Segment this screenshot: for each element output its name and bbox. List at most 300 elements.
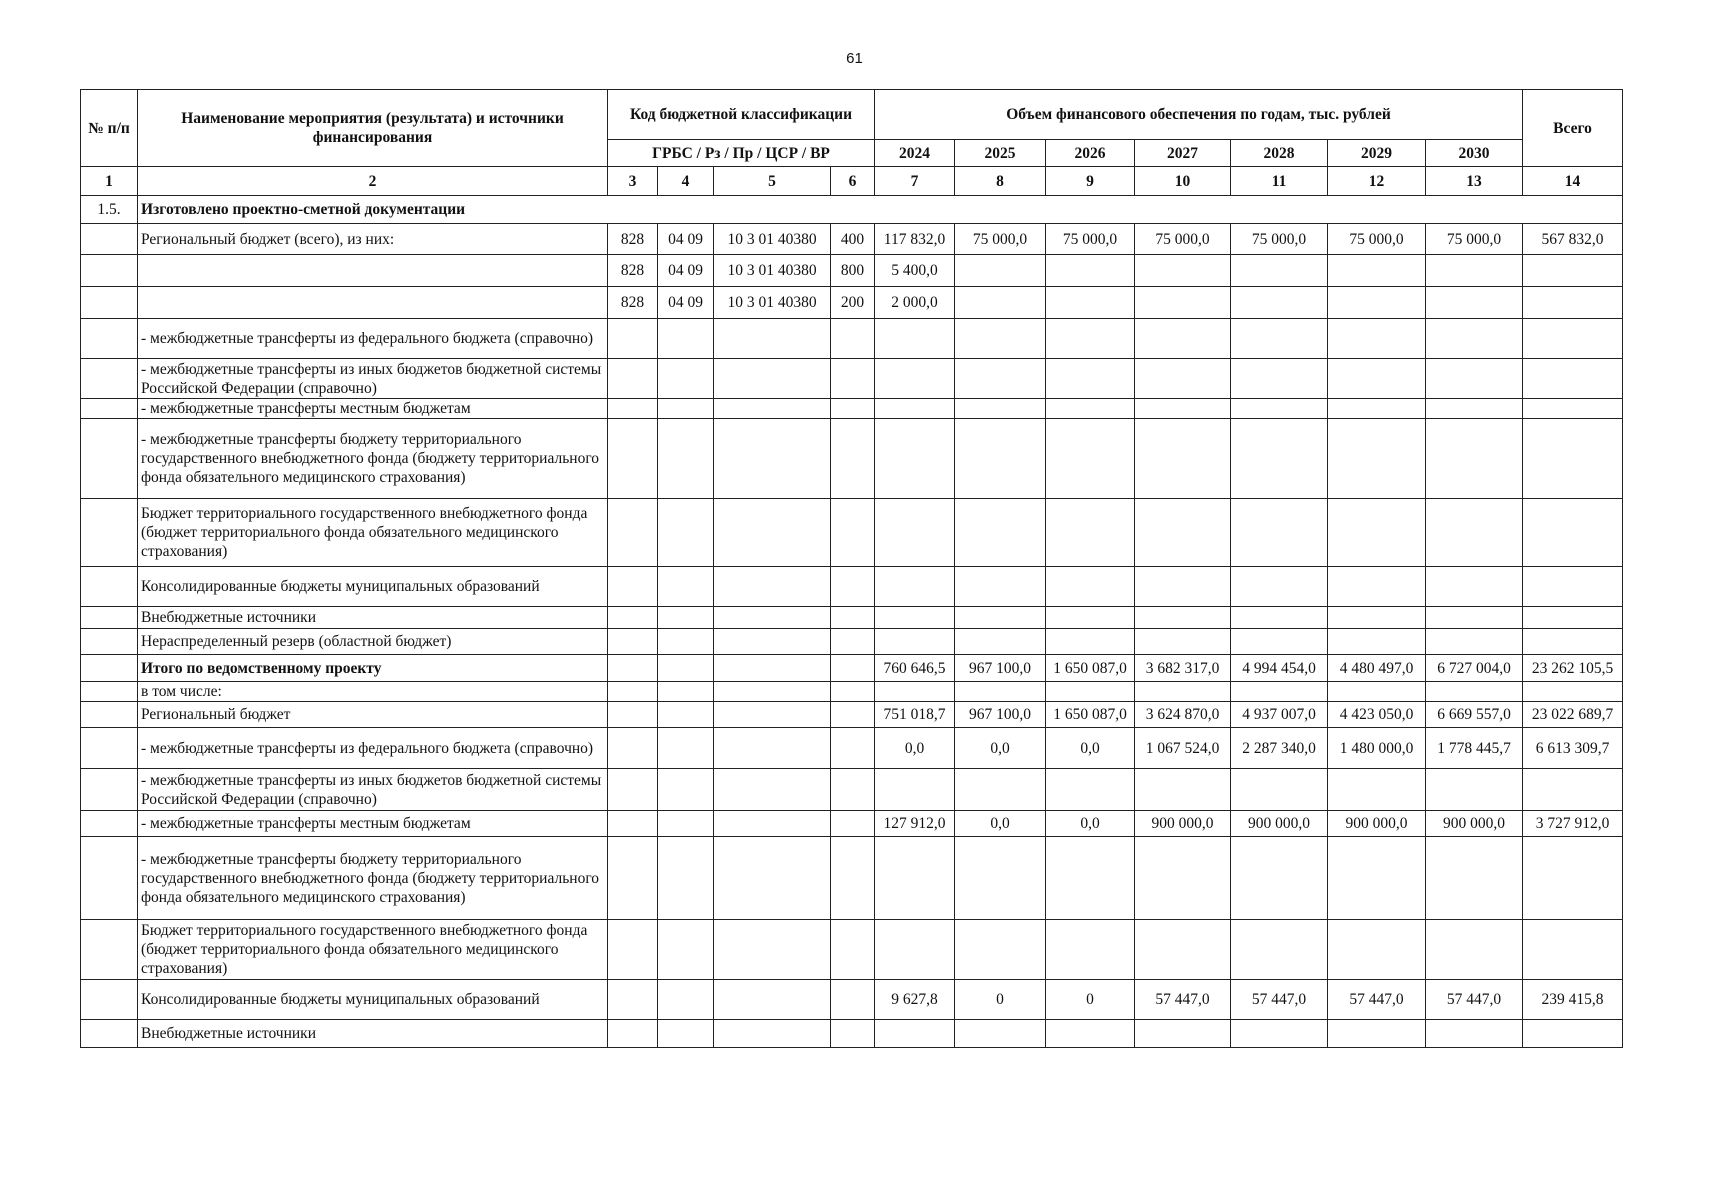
value-cell <box>1046 359 1135 399</box>
code-cell <box>831 811 875 837</box>
table-row <box>81 399 1623 419</box>
value-cell: 117 832,0 <box>875 224 955 255</box>
code-cell <box>608 359 658 399</box>
value-cell <box>1046 567 1135 607</box>
value-cell <box>1046 629 1135 655</box>
code-cell <box>714 837 831 920</box>
value-cell <box>1523 287 1623 319</box>
table-row <box>81 255 1623 287</box>
value-cell <box>955 837 1046 920</box>
value-cell: 0,0 <box>1046 728 1135 769</box>
value-cell <box>1135 319 1231 359</box>
value-cell <box>1426 287 1523 319</box>
value-cell <box>955 499 1046 567</box>
value-cell: 0,0 <box>955 728 1046 769</box>
code-cell <box>658 728 714 769</box>
year-header: 2024 <box>875 140 955 167</box>
code-cell <box>714 811 831 837</box>
value-cell <box>955 399 1046 419</box>
value-cell <box>955 1020 1046 1048</box>
code-cell <box>658 837 714 920</box>
code-cell <box>714 499 831 567</box>
code-cell <box>608 980 658 1020</box>
value-cell <box>1135 769 1231 811</box>
table-row <box>81 567 1623 607</box>
code-cell: 10 3 01 40380 <box>714 287 831 319</box>
value-cell <box>875 1020 955 1048</box>
table-row <box>81 607 1623 629</box>
value-cell <box>1328 419 1426 499</box>
value-cell <box>1426 499 1523 567</box>
value-cell: 900 000,0 <box>1328 811 1426 837</box>
value-cell <box>955 419 1046 499</box>
code-cell <box>714 319 831 359</box>
row-name: - межбюджетные трансферты местным бюджетам <box>138 399 608 419</box>
code-cell <box>658 702 714 728</box>
code-cell <box>608 728 658 769</box>
column-number: 12 <box>1328 167 1426 196</box>
value-cell <box>1135 359 1231 399</box>
value-cell: 3 682 317,0 <box>1135 655 1231 682</box>
value-cell <box>1426 607 1523 629</box>
value-cell <box>875 567 955 607</box>
code-cell <box>608 499 658 567</box>
row-name: - межбюджетные трансферты бюджету территориального государственного внебюджетного фонда (бюджету территориального фонда обязательного медицинского страхования) <box>138 419 608 499</box>
row-index <box>81 399 138 419</box>
code-cell <box>831 1020 875 1048</box>
code-cell <box>608 399 658 419</box>
value-cell: 2 287 340,0 <box>1231 728 1328 769</box>
value-cell <box>1231 682 1328 702</box>
row-index <box>81 499 138 567</box>
row-name: - межбюджетные трансферты из иных бюджетов бюджетной системы Российской Федерации (справочно) <box>138 769 608 811</box>
table-row <box>81 837 1623 920</box>
year-header: 2026 <box>1046 140 1135 167</box>
value-cell <box>955 255 1046 287</box>
value-cell: 239 415,8 <box>1523 980 1623 1020</box>
value-cell <box>1135 567 1231 607</box>
code-cell <box>831 419 875 499</box>
value-cell: 0 <box>955 980 1046 1020</box>
value-cell <box>875 399 955 419</box>
value-cell: 57 447,0 <box>1426 980 1523 1020</box>
value-cell: 75 000,0 <box>1231 224 1328 255</box>
code-cell <box>608 419 658 499</box>
row-name: Региональный бюджет (всего), из них: <box>138 224 608 255</box>
value-cell <box>1046 255 1135 287</box>
code-cell <box>608 567 658 607</box>
code-cell <box>608 702 658 728</box>
row-name <box>138 255 608 287</box>
table-row <box>81 319 1623 359</box>
code-cell: 04 09 <box>658 224 714 255</box>
code-cell <box>658 769 714 811</box>
section-number: 1.5. <box>81 196 138 224</box>
value-cell <box>1523 607 1623 629</box>
code-cell <box>714 655 831 682</box>
value-cell: 900 000,0 <box>1231 811 1328 837</box>
value-cell <box>1231 769 1328 811</box>
code-cell: 828 <box>608 255 658 287</box>
column-number: 5 <box>714 167 831 196</box>
value-cell: 75 000,0 <box>1135 224 1231 255</box>
value-cell <box>1426 920 1523 980</box>
code-cell: 800 <box>831 255 875 287</box>
value-cell <box>1231 607 1328 629</box>
value-cell <box>955 287 1046 319</box>
value-cell <box>1231 567 1328 607</box>
row-index <box>81 769 138 811</box>
code-cell <box>608 769 658 811</box>
code-cell <box>658 419 714 499</box>
header-code-sub: ГРБС / Рз / Пр / ЦСР / ВР <box>608 140 875 167</box>
section-row <box>81 196 1623 224</box>
code-cell <box>714 607 831 629</box>
value-cell: 4 937 007,0 <box>1231 702 1328 728</box>
code-cell <box>831 629 875 655</box>
value-cell <box>1426 629 1523 655</box>
column-number: 6 <box>831 167 875 196</box>
code-cell <box>658 399 714 419</box>
value-cell <box>1046 837 1135 920</box>
code-cell <box>714 728 831 769</box>
value-cell <box>1046 399 1135 419</box>
value-cell <box>1523 682 1623 702</box>
value-cell <box>955 629 1046 655</box>
row-name: - межбюджетные трансферты бюджету территориального государственного внебюджетного фонда (бюджету территориального фонда обязательного медицинского страхования) <box>138 837 608 920</box>
value-cell <box>875 359 955 399</box>
code-cell <box>831 769 875 811</box>
row-index <box>81 607 138 629</box>
code-cell <box>658 567 714 607</box>
value-cell <box>1328 1020 1426 1048</box>
value-cell <box>1426 419 1523 499</box>
table-row <box>81 629 1623 655</box>
value-cell <box>1046 499 1135 567</box>
table-row <box>81 769 1623 811</box>
code-cell <box>658 811 714 837</box>
code-cell <box>608 1020 658 1048</box>
value-cell: 57 447,0 <box>1328 980 1426 1020</box>
row-name: Региональный бюджет <box>138 702 608 728</box>
value-cell <box>1135 399 1231 419</box>
column-number-row <box>81 167 1623 196</box>
section-title: Изготовлено проектно-сметной документации <box>138 196 1623 224</box>
table-row <box>81 702 1623 728</box>
row-index <box>81 682 138 702</box>
code-cell <box>714 682 831 702</box>
value-cell <box>1523 1020 1623 1048</box>
value-cell <box>1426 319 1523 359</box>
value-cell <box>1328 837 1426 920</box>
page-number: 61 <box>846 50 863 67</box>
value-cell <box>1523 419 1623 499</box>
value-cell <box>1328 567 1426 607</box>
column-number: 7 <box>875 167 955 196</box>
value-cell <box>1231 629 1328 655</box>
code-cell <box>831 319 875 359</box>
code-cell <box>658 920 714 980</box>
value-cell <box>1231 359 1328 399</box>
code-cell <box>831 655 875 682</box>
value-cell <box>1328 682 1426 702</box>
column-number: 3 <box>608 167 658 196</box>
value-cell <box>1046 1020 1135 1048</box>
code-cell <box>714 419 831 499</box>
code-cell <box>608 607 658 629</box>
code-cell <box>714 359 831 399</box>
value-cell: 9 627,8 <box>875 980 955 1020</box>
value-cell: 1 650 087,0 <box>1046 702 1135 728</box>
value-cell <box>1328 319 1426 359</box>
row-name: - межбюджетные трансферты из федерального бюджета (справочно) <box>138 728 608 769</box>
value-cell <box>955 920 1046 980</box>
value-cell <box>1426 359 1523 399</box>
code-cell <box>831 682 875 702</box>
value-cell <box>1135 920 1231 980</box>
table-row <box>81 1020 1623 1048</box>
row-index <box>81 567 138 607</box>
code-cell <box>608 920 658 980</box>
row-index <box>81 728 138 769</box>
value-cell: 4 480 497,0 <box>1328 655 1426 682</box>
header-code: Код бюджетной классификации <box>608 90 875 140</box>
header-name: Наименование мероприятия (результата) и источники финансирования <box>138 90 608 167</box>
value-cell: 1 480 000,0 <box>1328 728 1426 769</box>
value-cell <box>1426 1020 1523 1048</box>
year-header: 2028 <box>1231 140 1328 167</box>
value-cell <box>875 769 955 811</box>
value-cell: 75 000,0 <box>1328 224 1426 255</box>
code-cell <box>608 319 658 359</box>
value-cell: 75 000,0 <box>955 224 1046 255</box>
value-cell <box>1328 607 1426 629</box>
table-row <box>81 419 1623 499</box>
value-cell <box>1046 920 1135 980</box>
code-cell: 828 <box>608 287 658 319</box>
code-cell <box>831 399 875 419</box>
value-cell <box>1328 287 1426 319</box>
row-name: Консолидированные бюджеты муниципальных образований <box>138 567 608 607</box>
row-index <box>81 837 138 920</box>
value-cell: 1 067 524,0 <box>1135 728 1231 769</box>
row-index <box>81 359 138 399</box>
finance-table <box>80 89 1623 1048</box>
value-cell <box>1135 1020 1231 1048</box>
code-cell <box>658 319 714 359</box>
value-cell <box>955 319 1046 359</box>
code-cell <box>831 728 875 769</box>
value-cell <box>1523 769 1623 811</box>
row-name: - межбюджетные трансферты из федерального бюджета (справочно) <box>138 319 608 359</box>
value-cell <box>1523 920 1623 980</box>
value-cell: 3 727 912,0 <box>1523 811 1623 837</box>
row-index <box>81 1020 138 1048</box>
value-cell <box>1426 769 1523 811</box>
table-row <box>81 728 1623 769</box>
value-cell <box>875 920 955 980</box>
row-name: Нераспределенный резерв (областной бюджет) <box>138 629 608 655</box>
code-cell <box>658 607 714 629</box>
code-cell <box>714 769 831 811</box>
value-cell <box>1523 255 1623 287</box>
code-cell <box>831 702 875 728</box>
value-cell <box>1135 287 1231 319</box>
code-cell: 200 <box>831 287 875 319</box>
row-name: Консолидированные бюджеты муниципальных образований <box>138 980 608 1020</box>
value-cell: 0,0 <box>875 728 955 769</box>
value-cell <box>875 837 955 920</box>
column-number: 1 <box>81 167 138 196</box>
value-cell <box>1135 837 1231 920</box>
value-cell <box>1135 255 1231 287</box>
value-cell <box>1135 607 1231 629</box>
value-cell <box>1046 419 1135 499</box>
value-cell <box>1426 399 1523 419</box>
code-cell <box>831 920 875 980</box>
value-cell <box>1426 567 1523 607</box>
value-cell: 57 447,0 <box>1135 980 1231 1020</box>
row-name: Итого по ведомственному проекту <box>138 655 608 682</box>
value-cell <box>1231 399 1328 419</box>
code-cell <box>831 567 875 607</box>
code-cell <box>608 837 658 920</box>
value-cell: 967 100,0 <box>955 702 1046 728</box>
year-header: 2029 <box>1328 140 1426 167</box>
value-cell <box>1231 1020 1328 1048</box>
row-name: - межбюджетные трансферты из иных бюджетов бюджетной системы Российской Федерации (справочно) <box>138 359 608 399</box>
row-index <box>81 702 138 728</box>
row-index <box>81 224 138 255</box>
value-cell <box>1328 769 1426 811</box>
code-cell: 04 09 <box>658 255 714 287</box>
value-cell <box>1046 607 1135 629</box>
code-cell <box>831 980 875 1020</box>
value-cell <box>1135 499 1231 567</box>
year-header: 2030 <box>1426 140 1523 167</box>
code-cell <box>714 629 831 655</box>
row-index <box>81 319 138 359</box>
row-index <box>81 980 138 1020</box>
value-cell <box>1523 399 1623 419</box>
value-cell <box>1046 287 1135 319</box>
table-row <box>81 499 1623 567</box>
value-cell: 6 669 557,0 <box>1426 702 1523 728</box>
value-cell <box>1426 682 1523 702</box>
code-cell <box>714 702 831 728</box>
code-cell <box>831 837 875 920</box>
value-cell: 5 400,0 <box>875 255 955 287</box>
column-number: 8 <box>955 167 1046 196</box>
row-index <box>81 920 138 980</box>
table-row <box>81 287 1623 319</box>
code-cell: 400 <box>831 224 875 255</box>
code-cell <box>608 629 658 655</box>
value-cell <box>875 607 955 629</box>
value-cell: 23 022 689,7 <box>1523 702 1623 728</box>
code-cell <box>714 980 831 1020</box>
value-cell <box>1231 419 1328 499</box>
value-cell <box>1328 920 1426 980</box>
value-cell <box>1328 359 1426 399</box>
value-cell: 0 <box>1046 980 1135 1020</box>
value-cell <box>875 419 955 499</box>
value-cell <box>1523 359 1623 399</box>
value-cell: 75 000,0 <box>1426 224 1523 255</box>
value-cell: 1 778 445,7 <box>1426 728 1523 769</box>
row-name: Бюджет территориального государственного внебюджетного фонда (бюджет территориального фонда обязательного медицинского страхования) <box>138 499 608 567</box>
row-index <box>81 255 138 287</box>
value-cell <box>1231 319 1328 359</box>
value-cell: 900 000,0 <box>1135 811 1231 837</box>
value-cell <box>1328 399 1426 419</box>
code-cell <box>658 359 714 399</box>
code-cell <box>831 607 875 629</box>
value-cell: 760 646,5 <box>875 655 955 682</box>
table-row <box>81 920 1623 980</box>
value-cell <box>1046 682 1135 702</box>
value-cell <box>1231 499 1328 567</box>
value-cell <box>1231 287 1328 319</box>
row-name: Внебюджетные источники <box>138 1020 608 1048</box>
code-cell: 10 3 01 40380 <box>714 255 831 287</box>
row-name: Бюджет территориального государственного внебюджетного фонда (бюджет территориального фонда обязательного медицинского страхования) <box>138 920 608 980</box>
value-cell: 23 262 105,5 <box>1523 655 1623 682</box>
value-cell <box>1231 255 1328 287</box>
value-cell <box>1523 629 1623 655</box>
value-cell <box>1523 319 1623 359</box>
value-cell <box>1231 920 1328 980</box>
value-cell: 3 624 870,0 <box>1135 702 1231 728</box>
header-volume: Объем финансового обеспечения по годам, тыс. рублей <box>875 90 1523 140</box>
column-number: 9 <box>1046 167 1135 196</box>
value-cell: 567 832,0 <box>1523 224 1623 255</box>
code-cell <box>658 682 714 702</box>
table-row <box>81 224 1623 255</box>
value-cell: 900 000,0 <box>1426 811 1523 837</box>
value-cell <box>1328 629 1426 655</box>
code-cell <box>831 359 875 399</box>
column-number: 13 <box>1426 167 1523 196</box>
column-number: 10 <box>1135 167 1231 196</box>
value-cell <box>1426 837 1523 920</box>
column-number: 2 <box>138 167 608 196</box>
value-cell <box>1523 499 1623 567</box>
code-cell <box>608 682 658 702</box>
code-cell <box>608 655 658 682</box>
value-cell: 4 994 454,0 <box>1231 655 1328 682</box>
value-cell <box>875 682 955 702</box>
value-cell <box>1135 419 1231 499</box>
value-cell <box>1046 769 1135 811</box>
value-cell: 75 000,0 <box>1046 224 1135 255</box>
value-cell <box>1231 837 1328 920</box>
value-cell: 967 100,0 <box>955 655 1046 682</box>
value-cell <box>1426 255 1523 287</box>
code-cell <box>658 655 714 682</box>
row-index <box>81 811 138 837</box>
header-no: № п/п <box>81 90 138 167</box>
table-row <box>81 655 1623 682</box>
value-cell <box>1135 682 1231 702</box>
column-number: 4 <box>658 167 714 196</box>
value-cell <box>1046 319 1135 359</box>
code-cell <box>831 499 875 567</box>
value-cell: 6 727 004,0 <box>1426 655 1523 682</box>
value-cell: 2 000,0 <box>875 287 955 319</box>
value-cell: 57 447,0 <box>1231 980 1328 1020</box>
value-cell: 6 613 309,7 <box>1523 728 1623 769</box>
